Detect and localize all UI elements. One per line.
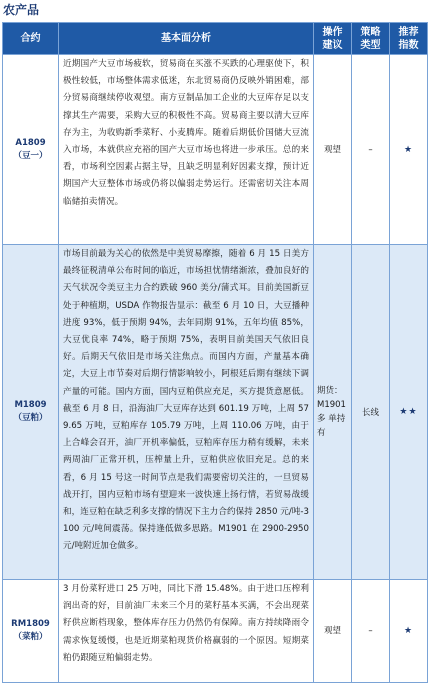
table-header-row (3, 23, 428, 55)
strategy-cell: 长线 (352, 245, 390, 580)
contract-cell: RM1809 （菜粕） (3, 580, 59, 683)
analysis-table (2, 22, 428, 683)
contract-cell: M1809 （豆粕） (3, 245, 59, 580)
table-row (3, 55, 428, 245)
header-recommendation: 推荐 指数 (390, 23, 428, 55)
star-rating: ★ (390, 580, 428, 683)
header-analysis: 基本面分析 (59, 23, 314, 55)
header-strategy: 策略 类型 (352, 23, 390, 55)
contract-cell: A1809 （豆一） (3, 55, 59, 245)
header-contract: 合约 (3, 23, 59, 55)
analysis-cell: 近期国产大豆市场疲软，贸易商在买涨不买跌的心理驱使下，积极性较低，市场整体需求低迷，东北贸易商仍反映外销困难，部分贸易商继续停收观望。南方豆制品加工企业的大豆库存足以支撑其生产需要，采购大豆的积极性不高。贸易商主要以清大豆库存为主，为收购新季菜籽、小麦腾库。随着后期低价国储大豆流入市场，本就供应充裕的国产大豆市场也将进一步承压。总的来看，市场利空因素占据主导，且缺乏明显利好因素支撑，预计近期国产大豆整体市场或仍将以偏弱走势运行。还需密切关注本周临储拍卖情况。 (59, 55, 314, 245)
table-row (3, 245, 428, 580)
operation-cell: 观望 (314, 580, 352, 683)
section-title: 农产品 (3, 3, 40, 17)
analysis-cell: 3 月份菜籽进口 25 万吨，同比下滑 15.48%。由于进口压榨利润出奇的好，目前油厂未来三个月的菜籽基本买满，不会出现菜籽供应断档现象，整体库存压力仍然仍有保障。南方持续降雨令需求恢复缓慢，也是近期菜粕现货价格赢弱的一个原因。短期菜粕仍跟随豆粕偏弱走势。 (59, 580, 314, 683)
analysis-cell: 市场目前最为关心的依然是中美贸易摩擦，随着 6 月 15 日美方最终征税清单公布时间的临近，市场担忧情绪渐浓，叠加良好的天气状况令美豆主力合约跌破 960 美分/蒲式耳。目前美国新豆处于种植期，USDA 作物报告显示：截至 6 月 10 日，大豆播种进度 93%，低于预期 94%，去年同期 91%，五年均值 85%，大豆优良率 74%，略于预期 75%，表明目前美国天气依旧良好。后期天气依旧是市场关注焦点。而国内方面，产量基本确定，大豆上市节奏对后期行情影响较小，阿根廷后期有继续下调产量的可能。国内方面，国内豆粕供应充足，买方提货意愿低。截至 6 月 8 日，沿海油厂大豆库存达到 601.19 万吨，上周 579.65 万吨，豆粕库存 105.79 万吨，上周 110.06 万吨，由于上合峰会召开，油厂开机率偏低，豆粕库存压力稍有缓解，未来两周油厂正常开机，压榨量上升，豆粕供应依旧充足。总的来看，6 月 15 号这一时间节点是我们需要密切关注的，一旦贸易战开打，国内豆粕市场有望迎来一波快速上扬行情，若贸易战缓和，连豆粕在缺乏利多支撑的情况下主力合约保持 2850 元/吨-3100 元/吨间震荡。保持逢低做多思路。M1901 在 2900-2950 元/吨附近加仓做多。 (59, 245, 314, 580)
operation-cell: 观望 (314, 55, 352, 245)
strategy-cell: – (352, 55, 390, 245)
star-rating: ★★ (390, 245, 428, 580)
strategy-cell: – (352, 580, 390, 683)
header-operation: 操作 建议 (314, 23, 352, 55)
star-rating: ★ (390, 55, 428, 245)
operation-cell: 期货：M1901 多 单持有 (314, 245, 352, 580)
table-row (3, 580, 428, 683)
